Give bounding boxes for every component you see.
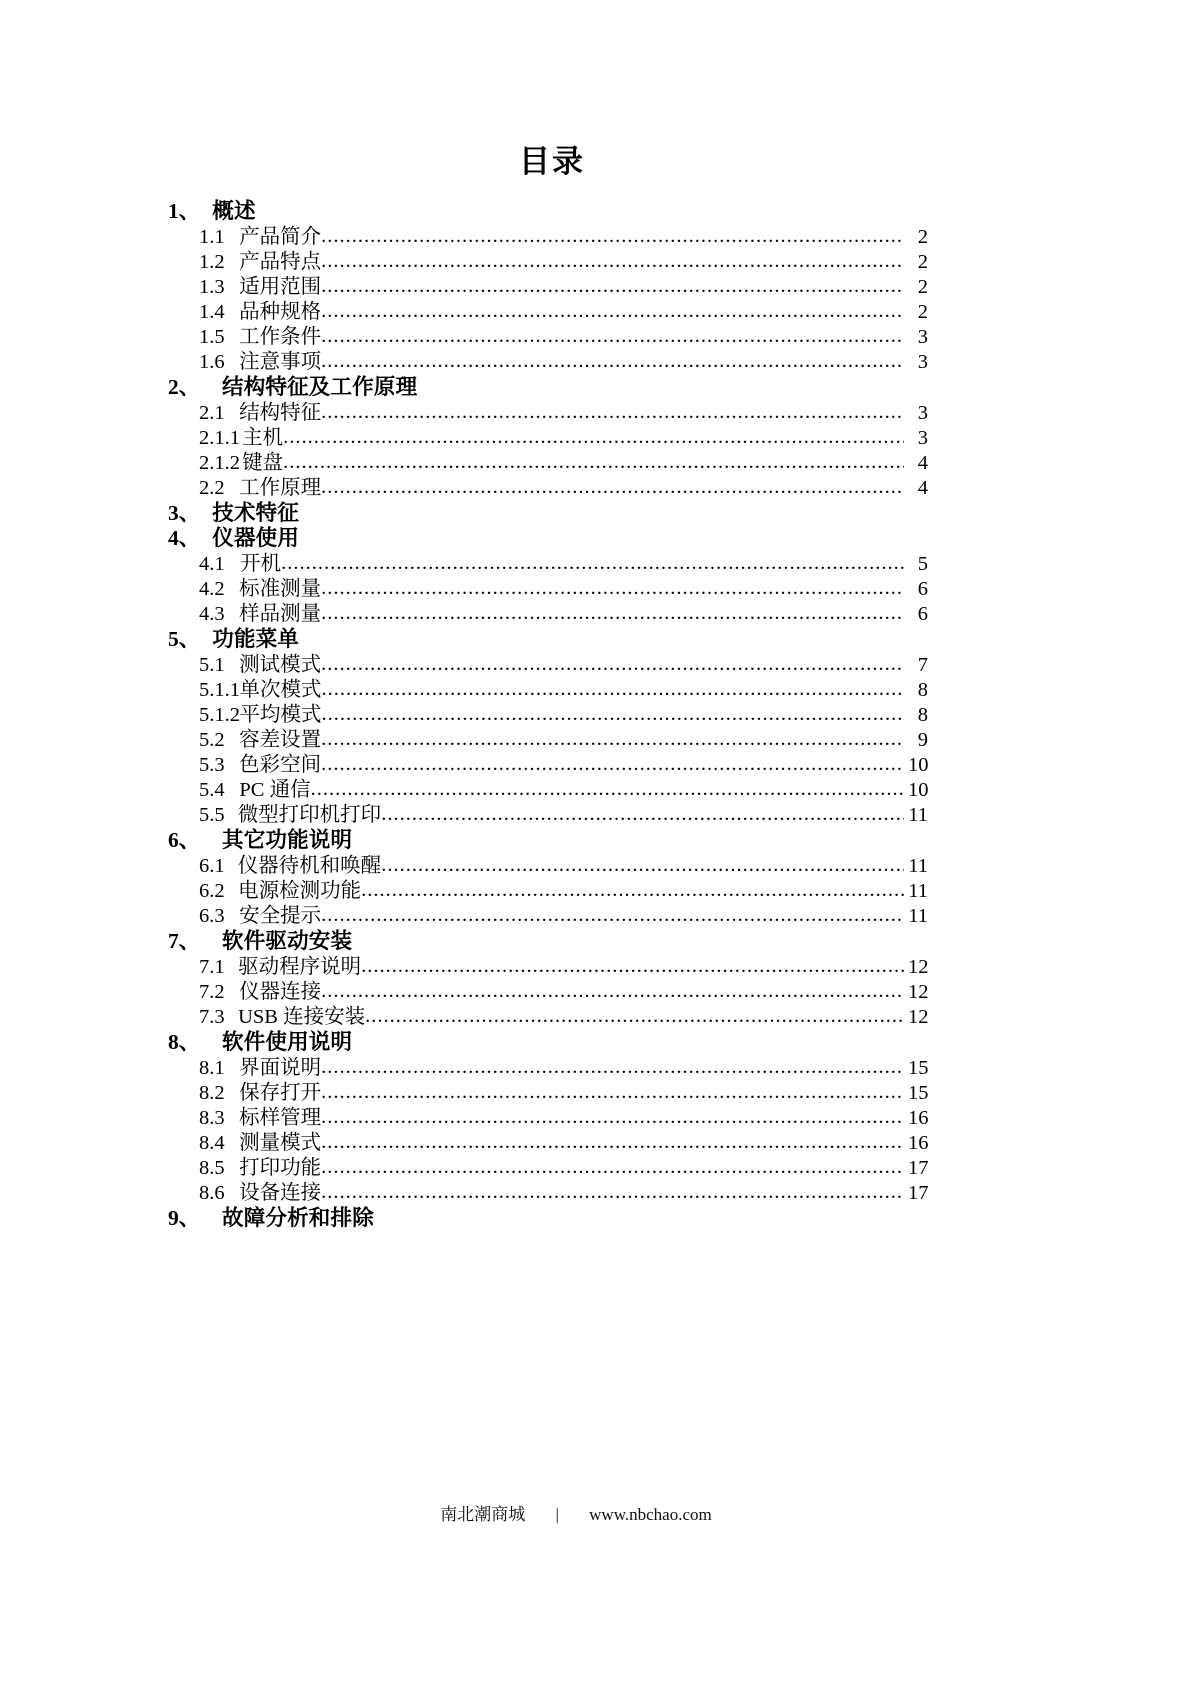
toc-entry-row[interactable] [168, 680, 928, 701]
toc-chapter-row[interactable] [168, 827, 928, 852]
toc-entry-number: 4.1 [199, 552, 225, 575]
toc-dot-leader [321, 1132, 904, 1153]
toc-entry-label: 标样管理 [239, 1106, 322, 1129]
toc-entry-label: 色彩空间 [239, 753, 322, 776]
toc-entry-row[interactable] [168, 604, 928, 625]
toc-entry-row[interactable] [168, 277, 928, 298]
toc-dot-leader [321, 679, 904, 700]
toc-entry-label: 软件驱动安装 [222, 928, 353, 953]
toc-entry-number: 8.4 [199, 1131, 225, 1154]
toc-page-number: 3 [917, 402, 928, 425]
toc-entry-number: 1.6 [199, 351, 225, 374]
toc-entry-number: 1.5 [199, 326, 225, 349]
toc-entry-label: 软件使用说明 [222, 1029, 353, 1054]
toc-entry-number: 5.3 [199, 753, 225, 776]
toc-entry-number: 6.1 [199, 854, 225, 877]
toc-page-number: 10 [908, 753, 929, 776]
toc-page-number: 2 [917, 301, 928, 324]
toc-chapter-row[interactable] [168, 525, 928, 550]
toc-page-number: 4 [917, 477, 928, 500]
toc-entry-row[interactable] [168, 453, 928, 474]
toc-entry-number: 6.2 [199, 879, 225, 902]
toc-entry-number: 4.2 [199, 577, 225, 600]
toc-chapter-row[interactable] [168, 626, 928, 651]
toc-entry-number: 1.4 [199, 301, 225, 324]
toc-dot-leader [321, 1082, 904, 1103]
toc-entry-label: 标准测量 [239, 577, 322, 600]
toc-dot-leader [321, 402, 904, 423]
toc-entry-label: 注意事项 [239, 351, 322, 374]
toc-entry-label: 容差设置 [239, 728, 322, 751]
toc-entry-number: 8.1 [199, 1056, 225, 1079]
toc-entry-number: 2.1.1 [199, 427, 240, 450]
toc-chapter-row[interactable] [168, 201, 928, 223]
toc-entry-row[interactable] [168, 1158, 928, 1179]
toc-dot-leader [321, 1182, 904, 1203]
toc-entry-label: 测试模式 [239, 653, 322, 676]
toc-entry-row[interactable] [168, 352, 928, 373]
toc-dot-leader [321, 477, 904, 498]
toc-entry-row[interactable] [168, 428, 928, 449]
toc-entry-number: 5.2 [199, 728, 225, 751]
toc-entry-label: 键盘 [242, 452, 284, 475]
toc-page-number: 8 [917, 703, 928, 726]
toc-entry-row[interactable] [168, 805, 928, 826]
toc-entry-row[interactable] [168, 1007, 928, 1028]
toc-page-number: 3 [917, 351, 928, 374]
footer-brand: 南北潮商城 [440, 1505, 526, 1524]
toc-entry-label: 驱动程序说明 [238, 955, 362, 978]
toc-dot-leader [321, 754, 904, 775]
toc-entry-number: 7.2 [199, 980, 225, 1003]
toc-entry-label: USB 连接安装 [238, 1005, 366, 1028]
toc-entry-label: 样品测量 [239, 602, 322, 625]
toc-dot-leader [321, 704, 904, 725]
toc-page-number: 10 [908, 778, 929, 801]
toc-entry-number: 8.6 [199, 1181, 225, 1204]
toc-page-number: 15 [908, 1081, 929, 1104]
toc-page-number: 5 [917, 552, 928, 575]
toc-entry-number: 7.3 [199, 1005, 225, 1028]
toc-dot-leader [321, 905, 904, 926]
toc-page-number: 4 [917, 452, 928, 475]
toc-entry-label: 产品特点 [239, 251, 322, 274]
toc-entry-label: 故障分析和排除 [222, 1205, 374, 1230]
toc-entry-number: 8.5 [199, 1156, 225, 1179]
toc-entry-row[interactable] [168, 881, 928, 902]
toc-entry-row[interactable] [168, 755, 928, 776]
toc-entry-label: 结构特征 [239, 402, 322, 425]
toc-dot-leader [321, 301, 904, 322]
toc-dot-leader [321, 1057, 904, 1078]
toc-page-number: 17 [908, 1156, 929, 1179]
toc-entry-number: 5、 [168, 626, 201, 651]
toc-entry-number: 5.1 [199, 653, 225, 676]
toc-entry-label: 保存打开 [239, 1081, 322, 1104]
toc-entry-number: 5.5 [199, 803, 225, 826]
toc-entry-number: 3、 [168, 501, 201, 526]
toc-dot-leader [321, 1157, 904, 1178]
toc-chapter-row[interactable] [168, 1205, 928, 1230]
toc-entry-label: 打印功能 [239, 1156, 322, 1179]
toc-entry-label: 单次模式 [239, 678, 322, 701]
toc-entry-number: 1.3 [199, 276, 225, 299]
toc-entry-row[interactable] [168, 1058, 928, 1079]
toc-entry-number: 2.1.2 [199, 452, 240, 475]
toc-page-number: 12 [908, 980, 929, 1003]
toc-dot-leader [311, 779, 904, 800]
toc-dot-leader [361, 956, 904, 977]
toc-chapter-row[interactable] [168, 377, 928, 399]
toc-dot-leader [321, 981, 904, 1002]
toc-entry-row[interactable] [168, 554, 928, 575]
toc-entry-row[interactable] [168, 579, 928, 600]
toc-entry-row[interactable] [168, 730, 928, 751]
toc-entry-row[interactable] [168, 957, 928, 978]
toc-entry-row[interactable] [168, 302, 928, 323]
toc-page-number: 11 [908, 879, 928, 902]
toc-entry-label: 结构特征及工作原理 [222, 375, 418, 400]
footer-website: www.nbchao.com [589, 1505, 712, 1524]
toc-entry-label: 界面说明 [239, 1056, 322, 1079]
toc-page-number: 16 [908, 1106, 929, 1129]
toc-chapter-row[interactable] [168, 503, 928, 525]
toc-page-number: 3 [917, 427, 928, 450]
toc-entry-label: 电源检测功能 [238, 879, 362, 902]
toc-entry-label: 开机 [240, 552, 282, 575]
toc-entry-number: 5.1.1 [199, 678, 240, 701]
toc-chapter-row[interactable] [168, 1029, 928, 1054]
toc-entry-row[interactable] [168, 780, 928, 801]
toc-entry-number: 8.2 [199, 1081, 225, 1104]
toc-dot-leader [281, 553, 904, 574]
toc-dot-leader [321, 276, 904, 297]
toc-page-number: 2 [917, 251, 928, 274]
toc-page-number: 3 [917, 326, 928, 349]
toc-page-number: 7 [917, 653, 928, 676]
toc-entry-label: 仪器使用 [212, 525, 300, 550]
toc-entry-label: 品种规格 [239, 301, 322, 324]
toc-page-number: 12 [908, 955, 929, 978]
toc-entry-number: 5.1.2 [199, 703, 240, 726]
toc-entry-number: 6、 [168, 827, 201, 852]
toc-entry-number: 1.2 [199, 251, 225, 274]
toc-entry-row[interactable] [168, 1083, 928, 1104]
toc-entry-number: 7、 [168, 928, 201, 953]
toc-entry-number: 7.1 [199, 955, 225, 978]
page-title: 目录 [519, 144, 585, 179]
footer-separator: | [555, 1505, 559, 1524]
toc-dot-leader [361, 880, 904, 901]
toc-entry-row[interactable] [168, 252, 928, 273]
toc-entry-number: 4、 [168, 525, 201, 550]
toc-entry-number: 1、 [168, 199, 201, 224]
toc-page-number: 11 [908, 854, 928, 877]
toc-page-number: 6 [917, 577, 928, 600]
toc-entry-label: 安全提示 [239, 904, 322, 927]
toc-page-number: 12 [908, 1005, 929, 1028]
toc-page-number: 15 [908, 1056, 929, 1079]
toc-entry-label: 适用范围 [239, 276, 322, 299]
toc-entry-row[interactable] [168, 227, 928, 248]
toc-entry-number: 5.4 [199, 778, 225, 801]
toc-entry-label: 产品简介 [239, 226, 322, 249]
toc-dot-leader [365, 1006, 904, 1027]
toc-entry-row[interactable] [168, 1108, 928, 1129]
toc-chapter-row[interactable] [168, 928, 928, 953]
toc-entry-label: 微型打印机打印 [237, 803, 382, 826]
toc-entry-label: 主机 [242, 427, 284, 450]
toc-entry-number: 9、 [168, 1205, 201, 1230]
toc-entry-number: 2、 [168, 375, 201, 400]
toc-entry-label: 技术特征 [212, 501, 300, 526]
toc-entry-label: 其它功能说明 [222, 827, 353, 852]
toc-entry-number: 6.3 [199, 904, 225, 927]
toc-entry-number: 8、 [168, 1029, 201, 1054]
toc-entry-row[interactable] [168, 655, 928, 676]
toc-entry-row[interactable] [168, 1133, 928, 1154]
toc-page-number: 8 [917, 678, 928, 701]
toc-dot-leader [321, 729, 904, 750]
toc-entry-row[interactable] [168, 856, 928, 877]
toc-dot-leader [321, 654, 904, 675]
table-of-contents [0, 201, 1200, 1229]
toc-entry-number: 2.1 [199, 402, 225, 425]
toc-entry-number: 8.3 [199, 1106, 225, 1129]
toc-entry-label: 工作条件 [239, 326, 322, 349]
toc-dot-leader [321, 226, 904, 247]
toc-entry-label: 测量模式 [239, 1131, 322, 1154]
toc-page-number: 11 [908, 904, 928, 927]
toc-entry-row[interactable] [168, 1183, 928, 1204]
toc-page-number: 11 [908, 803, 928, 826]
toc-entry-number: 2.2 [199, 477, 225, 500]
toc-dot-leader [321, 1107, 904, 1128]
toc-entry-label: 概述 [212, 199, 256, 224]
toc-dot-leader [321, 603, 904, 624]
toc-page-number: 16 [908, 1131, 929, 1154]
toc-entry-row[interactable] [168, 906, 928, 927]
toc-entry-label: 工作原理 [239, 477, 322, 500]
toc-dot-leader [321, 351, 904, 372]
toc-entry-row[interactable] [168, 327, 928, 348]
toc-dot-leader [283, 452, 904, 473]
toc-entry-label: 功能菜单 [212, 626, 300, 651]
toc-entry-label: 仪器连接 [239, 980, 322, 1003]
toc-dot-leader [283, 427, 904, 448]
page-footer [0, 1500, 1200, 1525]
toc-entry-row[interactable] [168, 403, 928, 424]
toc-entry-number: 4.3 [199, 602, 225, 625]
toc-page-number: 2 [917, 226, 928, 249]
toc-entry-label: 仪器待机和唤醒 [237, 854, 382, 877]
toc-entry-row[interactable] [168, 478, 928, 499]
toc-page-number: 6 [917, 602, 928, 625]
toc-dot-leader [381, 804, 904, 825]
toc-entry-number: 1.1 [199, 226, 225, 249]
toc-entry-label: 设备连接 [239, 1181, 322, 1204]
toc-dot-leader [381, 855, 904, 876]
toc-entry-row[interactable] [168, 705, 928, 726]
toc-dot-leader [321, 251, 904, 272]
toc-page-number: 2 [917, 276, 928, 299]
toc-page-number: 9 [917, 728, 928, 751]
toc-dot-leader [321, 326, 904, 347]
toc-entry-row[interactable] [168, 982, 928, 1003]
toc-page-number: 17 [908, 1181, 929, 1204]
toc-entry-label: PC 通信 [239, 778, 311, 801]
toc-dot-leader [321, 578, 904, 599]
toc-entry-label: 平均模式 [239, 703, 322, 726]
